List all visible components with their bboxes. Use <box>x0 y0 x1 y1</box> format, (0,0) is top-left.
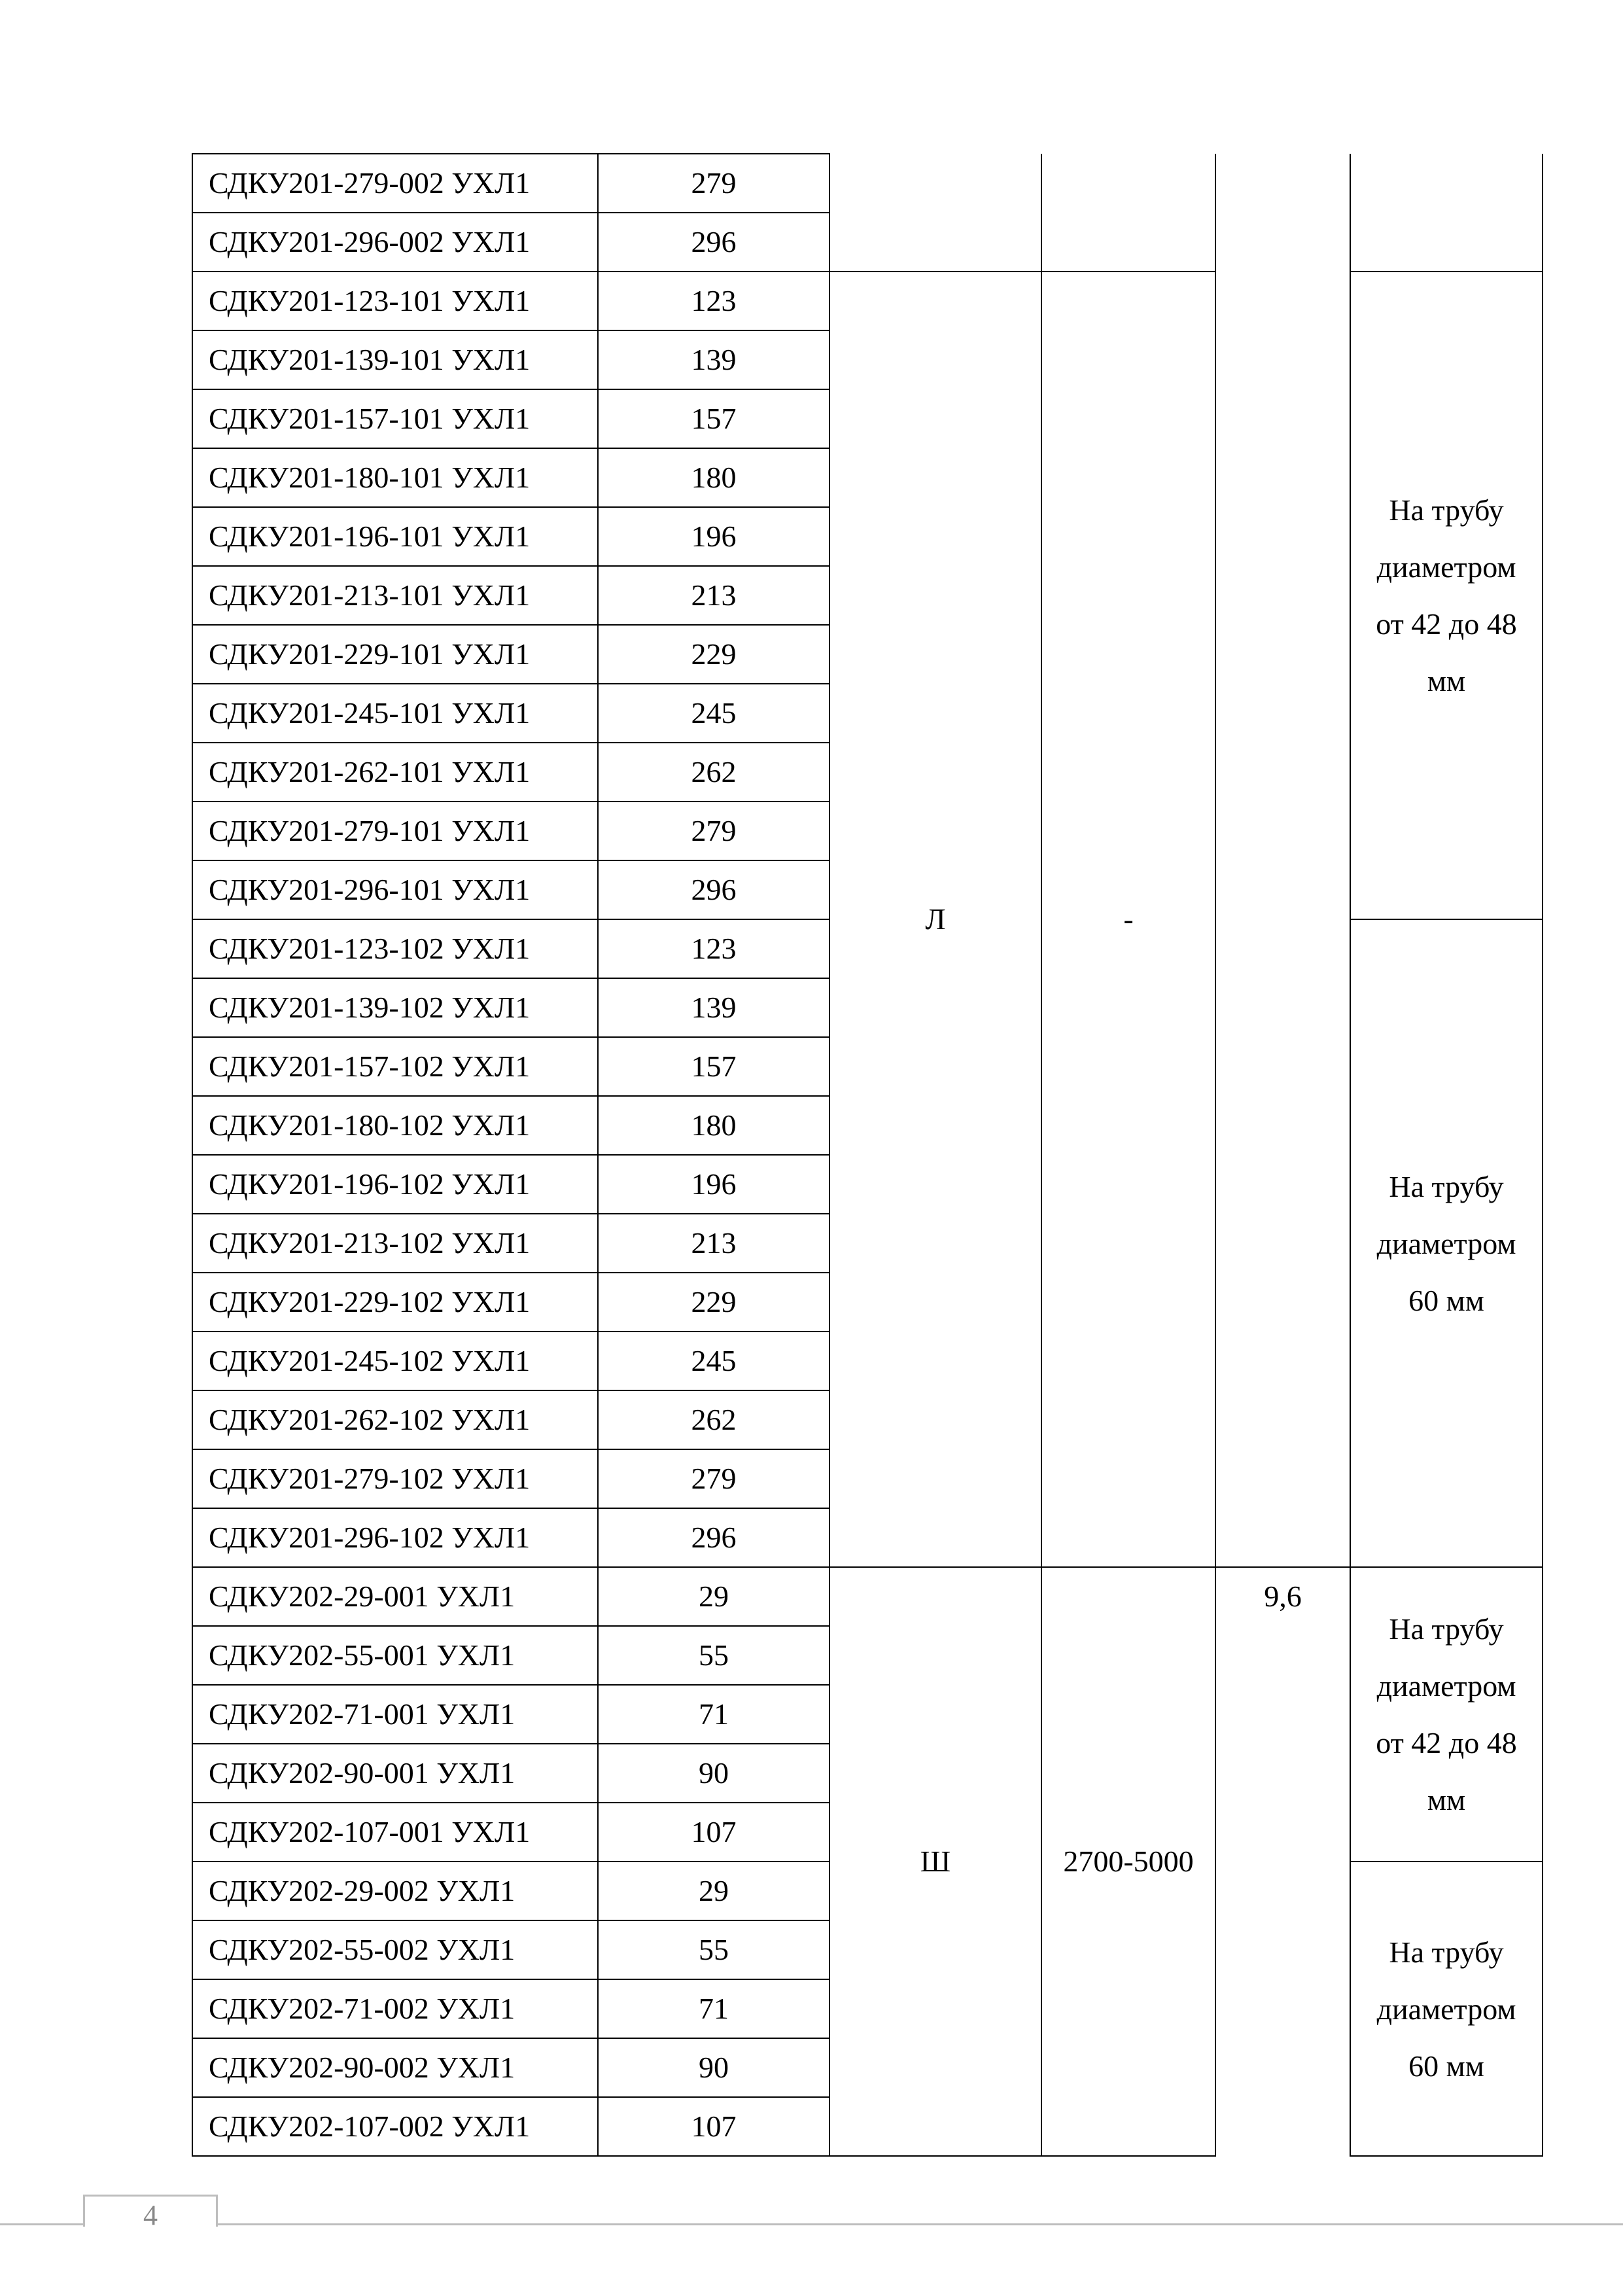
mount-line: диаметром <box>1376 1669 1516 1703</box>
model-cell: СДКУ202-29-001 УХЛ1 <box>192 1567 598 1626</box>
model-cell: СДКУ201-296-101 УХЛ1 <box>192 860 598 919</box>
value-cell: 296 <box>598 860 829 919</box>
value-cell: 123 <box>598 919 829 978</box>
mount-line: На трубу <box>1389 1935 1504 1969</box>
model-cell: СДКУ202-71-001 УХЛ1 <box>192 1685 598 1744</box>
type-cell-empty <box>829 154 1041 272</box>
mount-cell-60 <box>1350 1862 1543 2156</box>
value-cell: 123 <box>598 272 829 330</box>
footer-divider <box>0 2223 1623 2225</box>
range-cell-empty <box>1041 154 1215 272</box>
value-cell: 71 <box>598 1979 829 2038</box>
model-cell: СДКУ201-196-102 УХЛ1 <box>192 1155 598 1214</box>
value-cell: 157 <box>598 1037 829 1096</box>
page-number: 4 <box>143 2199 158 2231</box>
model-cell: СДКУ202-71-002 УХЛ1 <box>192 1979 598 2038</box>
model-cell: СДКУ201-279-101 УХЛ1 <box>192 802 598 860</box>
value-cell: 157 <box>598 389 829 448</box>
value-cell: 107 <box>598 1803 829 1862</box>
model-cell: СДКУ201-123-102 УХЛ1 <box>192 919 598 978</box>
model-cell: СДКУ201-196-101 УХЛ1 <box>192 507 598 566</box>
model-cell: СДКУ201-157-101 УХЛ1 <box>192 389 598 448</box>
value-cell: 229 <box>598 1273 829 1332</box>
model-cell: СДКУ201-279-002 УХЛ1 <box>192 154 598 213</box>
mount-line: 60 мм <box>1408 1283 1484 1317</box>
mount-line: мм <box>1427 664 1466 698</box>
value-cell: 279 <box>598 1449 829 1508</box>
mount-line: диаметром <box>1376 1992 1516 2026</box>
range-cell: - <box>1041 272 1215 1567</box>
mount-line: 60 мм <box>1408 2049 1484 2083</box>
model-cell: СДКУ201-157-102 УХЛ1 <box>192 1037 598 1096</box>
type-cell: Ш <box>829 1567 1041 2156</box>
table-row <box>192 1567 1543 1626</box>
value-cell: 279 <box>598 802 829 860</box>
mount-line: от 42 до 48 <box>1376 607 1517 641</box>
value-cell: 90 <box>598 2038 829 2097</box>
value-cell: 213 <box>598 1214 829 1273</box>
model-cell: СДКУ201-229-101 УХЛ1 <box>192 625 598 684</box>
value-cell: 29 <box>598 1862 829 1920</box>
model-cell: СДКУ201-139-102 УХЛ1 <box>192 978 598 1037</box>
mount-line: диаметром <box>1376 1226 1516 1260</box>
mount-line: На трубу <box>1389 1612 1504 1646</box>
model-cell: СДКУ202-29-002 УХЛ1 <box>192 1862 598 1920</box>
value-cell: 229 <box>598 625 829 684</box>
model-cell: СДКУ201-245-102 УХЛ1 <box>192 1332 598 1390</box>
model-cell: СДКУ202-55-001 УХЛ1 <box>192 1626 598 1685</box>
value-cell: 296 <box>598 213 829 272</box>
value-cell: 55 <box>598 1626 829 1685</box>
mount-line: от 42 до 48 <box>1376 1726 1517 1759</box>
table-row <box>192 154 1543 213</box>
value-cell: 139 <box>598 330 829 389</box>
value-cell: 107 <box>598 2097 829 2156</box>
mount-cell-empty <box>1350 154 1543 272</box>
product-table <box>192 153 1543 2157</box>
mount-line: На трубу <box>1389 493 1504 527</box>
value-cell: 296 <box>598 1508 829 1567</box>
model-cell: СДКУ202-107-001 УХЛ1 <box>192 1803 598 1862</box>
model-cell: СДКУ201-296-002 УХЛ1 <box>192 213 598 272</box>
model-cell: СДКУ202-55-002 УХЛ1 <box>192 1920 598 1979</box>
mount-line: диаметром <box>1376 550 1516 584</box>
value-cell: 262 <box>598 743 829 802</box>
value-cell: 262 <box>598 1390 829 1449</box>
mount-cell-42-48 <box>1350 272 1543 919</box>
value-cell: 213 <box>598 566 829 625</box>
value-cell: 180 <box>598 1096 829 1155</box>
model-cell: СДКУ202-107-002 УХЛ1 <box>192 2097 598 2156</box>
value-cell: 279 <box>598 154 829 213</box>
mount-line: На трубу <box>1389 1169 1504 1203</box>
model-cell: СДКУ201-279-102 УХЛ1 <box>192 1449 598 1508</box>
model-cell: СДКУ202-90-002 УХЛ1 <box>192 2038 598 2097</box>
weight-cell: 9,6 <box>1215 1567 1350 2156</box>
model-cell: СДКУ201-245-101 УХЛ1 <box>192 684 598 743</box>
value-cell: 29 <box>598 1567 829 1626</box>
model-cell: СДКУ201-180-101 УХЛ1 <box>192 448 598 507</box>
value-cell: 245 <box>598 684 829 743</box>
model-cell: СДКУ201-213-102 УХЛ1 <box>192 1214 598 1273</box>
model-cell: СДКУ201-139-101 УХЛ1 <box>192 330 598 389</box>
value-cell: 55 <box>598 1920 829 1979</box>
mount-cell-60 <box>1350 919 1543 1567</box>
model-cell: СДКУ201-296-102 УХЛ1 <box>192 1508 598 1567</box>
weight-cell-empty <box>1215 154 1350 1567</box>
value-cell: 180 <box>598 448 829 507</box>
model-cell: СДКУ202-90-001 УХЛ1 <box>192 1744 598 1803</box>
model-cell: СДКУ201-229-102 УХЛ1 <box>192 1273 598 1332</box>
model-cell: СДКУ201-213-101 УХЛ1 <box>192 566 598 625</box>
value-cell: 245 <box>598 1332 829 1390</box>
value-cell: 90 <box>598 1744 829 1803</box>
value-cell: 196 <box>598 1155 829 1214</box>
model-cell: СДКУ201-123-101 УХЛ1 <box>192 272 598 330</box>
model-cell: СДКУ201-262-101 УХЛ1 <box>192 743 598 802</box>
value-cell: 139 <box>598 978 829 1037</box>
value-cell: 196 <box>598 507 829 566</box>
range-cell: 2700-5000 <box>1041 1567 1215 2156</box>
mount-cell-42-48 <box>1350 1567 1543 1862</box>
model-cell: СДКУ201-180-102 УХЛ1 <box>192 1096 598 1155</box>
mount-line: мм <box>1427 1783 1466 1816</box>
type-cell: Л <box>829 272 1041 1567</box>
model-cell: СДКУ201-262-102 УХЛ1 <box>192 1390 598 1449</box>
value-cell: 71 <box>598 1685 829 1744</box>
